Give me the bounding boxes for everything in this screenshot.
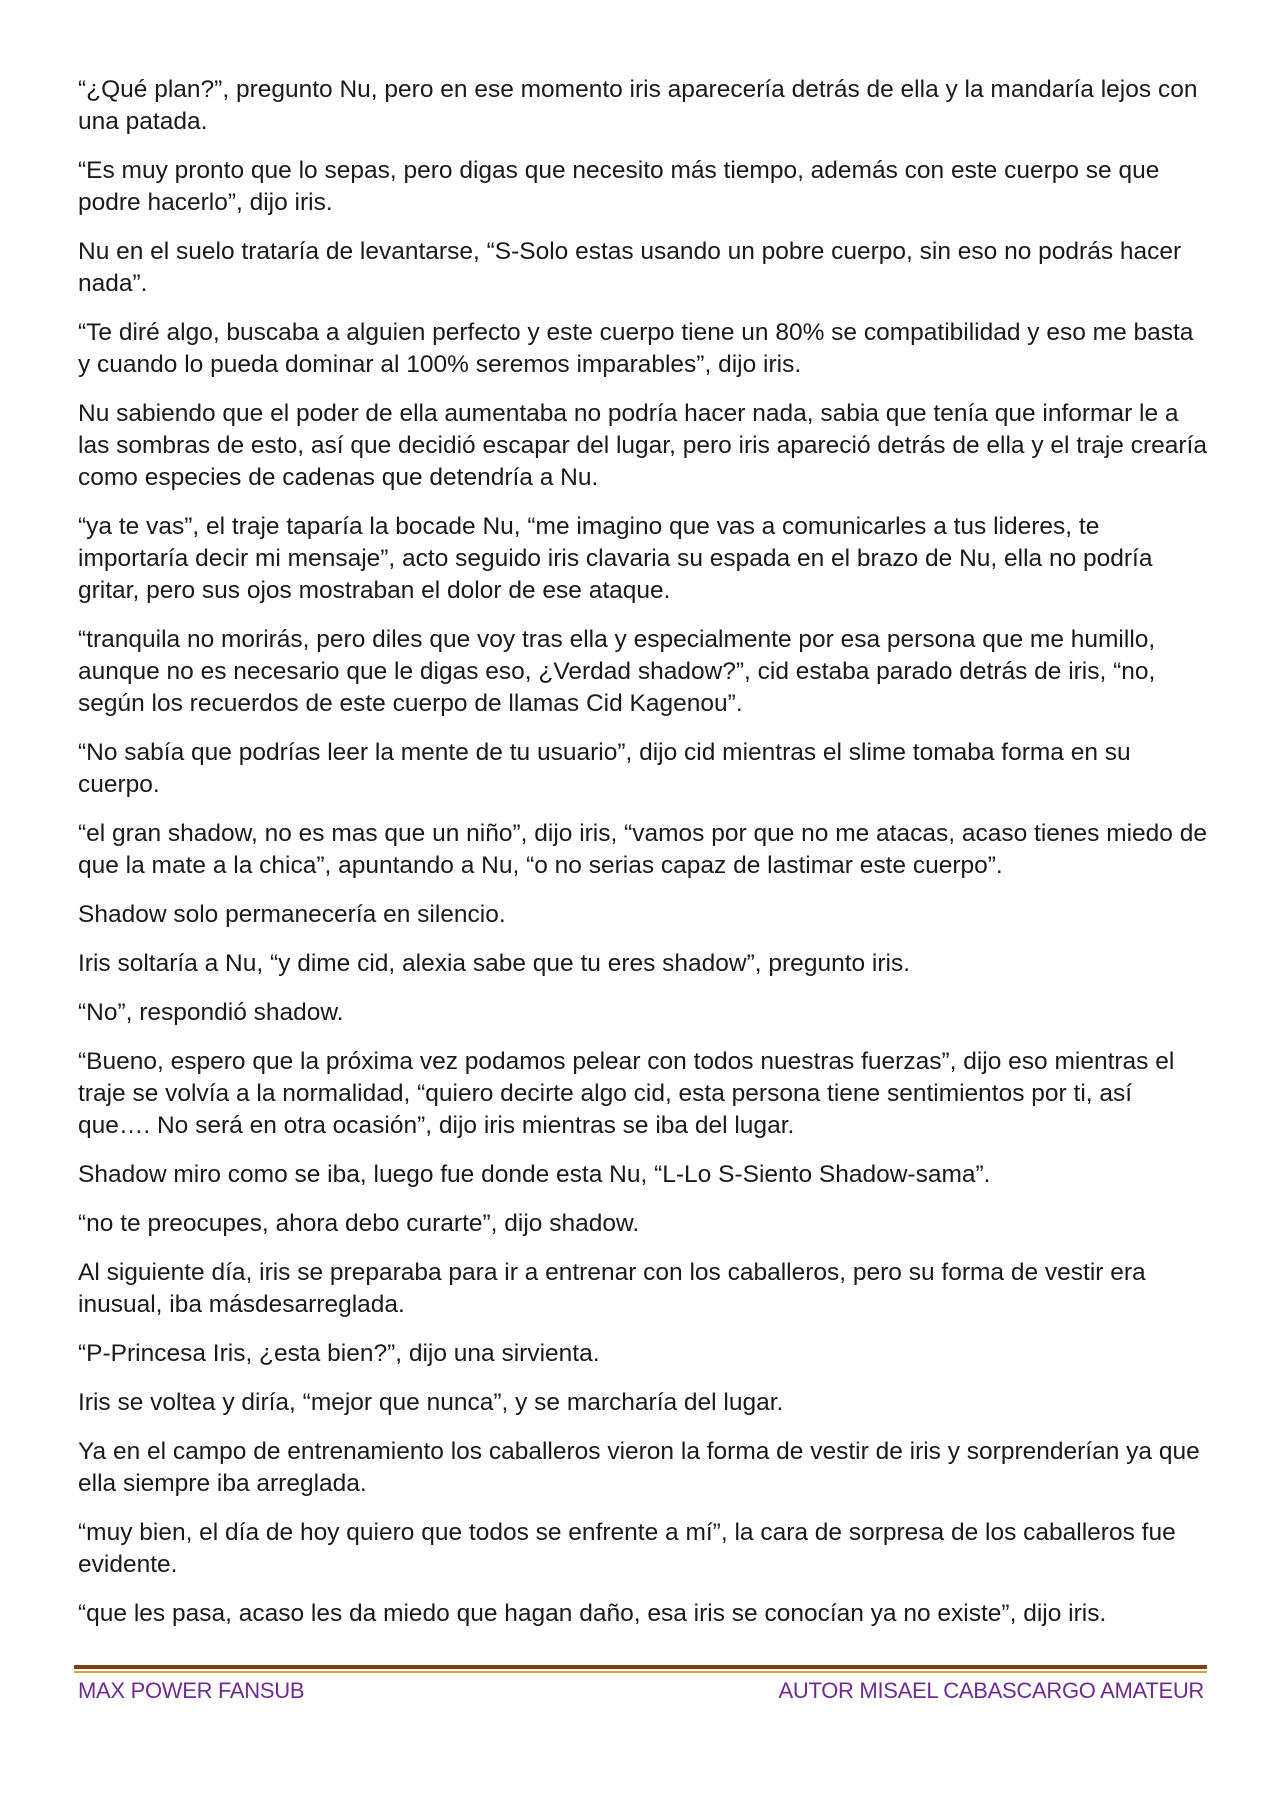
paragraph-11: Iris soltaría a Nu, “y dime cid, alexia sabe que tu eres shadow”, pregunto iris.	[78, 950, 911, 977]
footer-divider-dark	[74, 1665, 1207, 1669]
paragraph-2: “Es muy pronto que lo sepas, pero digas que necesito más tiempo, además con este cuerpo se que podre hacerlo”, dijo iris.	[78, 157, 1160, 216]
paragraph-12: “No”, respondió shadow.	[78, 999, 344, 1026]
paragraph-14: Shadow miro como se iba, luego fue donde esta Nu, “L-Lo S-Siento Shadow-sama”.	[78, 1161, 991, 1188]
body-text	[78, 74, 1208, 1647]
paragraph-20: “muy bien, el día de hoy quiero que todos se enfrente a mí”, la cara de sorpresa de los caballeros fue evidente.	[78, 1519, 1176, 1578]
paragraph-7: “tranquila no morirás, pero diles que voy tras ella y especialmente por esa persona que me humillo, aunque no es necesario que le digas eso, ¿Verdad shadow?”, cid estaba parado detrás de iris, “no, según los recuerdos de este cuerpo de llamas Cid Kagenou”.	[78, 626, 1156, 717]
paragraph-21: “que les pasa, acaso les da miedo que hagan daño, esa iris se conocían ya no existe”, dijo iris.	[78, 1600, 1107, 1627]
paragraph-15: “no te preocupes, ahora debo curarte”, dijo shadow.	[78, 1210, 640, 1237]
paragraph-8: “No sabía que podrías leer la mente de tu usuario”, dijo cid mientras el slime tomaba forma en su cuerpo.	[78, 739, 1131, 798]
footer-author-label: AUTOR MISAEL CABASCARGO AMATEUR	[778, 1678, 1204, 1703]
paragraph-9: “el gran shadow, no es mas que un niño”, dijo iris, “vamos por que no me atacas, acaso tienes miedo de que la mate a la chica”, apuntando a Nu, “o no serias capaz de lastimar este cuerpo”.	[78, 820, 1207, 879]
paragraph-13: “Bueno, espero que la próxima vez podamos pelear con todos nuestras fuerzas”, dijo eso mientras el traje se volvía a la normalidad, “quiero decirte algo cid, esta persona tiene sentimientos por ti, así que…. No será en otra ocasión”, dijo iris mientras se iba del lugar.	[78, 1048, 1175, 1139]
paragraph-4: “Te diré algo, buscaba a alguien perfecto y este cuerpo tiene un 80% se compatibilidad y eso me basta y cuando lo pueda dominar al 100% seremos imparables”, dijo iris.	[78, 319, 1194, 378]
paragraph-10: Shadow solo permanecería en silencio.	[78, 901, 506, 928]
paragraph-18: Iris se voltea y diría, “mejor que nunca”, y se marcharía del lugar.	[78, 1389, 784, 1416]
paragraph-16: Al siguiente día, iris se preparaba para ir a entrenar con los caballeros, pero su forma de vestir era inusual, iba másdesarreglada.	[78, 1259, 1146, 1318]
footer-divider-light	[74, 1671, 1207, 1673]
paragraph-6: “ya te vas”, el traje taparía la bocade Nu, “me imagino que vas a comunicarles a tus lideres, te importaría decir mi mensaje”, acto seguido iris clavaria su espada en el brazo de Nu, ella no podría gritar, pero sus ojos mostraban el dolor de ese ataque.	[78, 513, 1153, 604]
footer-fansub-label: MAX POWER FANSUB	[78, 1678, 305, 1703]
paragraph-1: “¿Qué plan?”, pregunto Nu, pero en ese momento iris aparecería detrás de ella y la mandaría lejos con una patada.	[78, 76, 1198, 135]
paragraph-3: Nu en el suelo trataría de levantarse, “S-Solo estas usando un pobre cuerpo, sin eso no podrás hacer nada”.	[78, 238, 1182, 297]
paragraph-19: Ya en el campo de entrenamiento los caballeros vieron la forma de vestir de iris y sorprenderían ya que ella siempre iba arreglada.	[78, 1438, 1200, 1497]
paragraph-17: “P-Princesa Iris, ¿esta bien?”, dijo una sirvienta.	[78, 1340, 600, 1367]
paragraph-5: Nu sabiendo que el poder de ella aumentaba no podría hacer nada, sabia que tenía que informar le a las sombras de esto, así que decidió escapar del lugar, pero iris apareció detrás de ella y el traje crearía como especies de cadenas que detendría a Nu.	[78, 400, 1207, 491]
